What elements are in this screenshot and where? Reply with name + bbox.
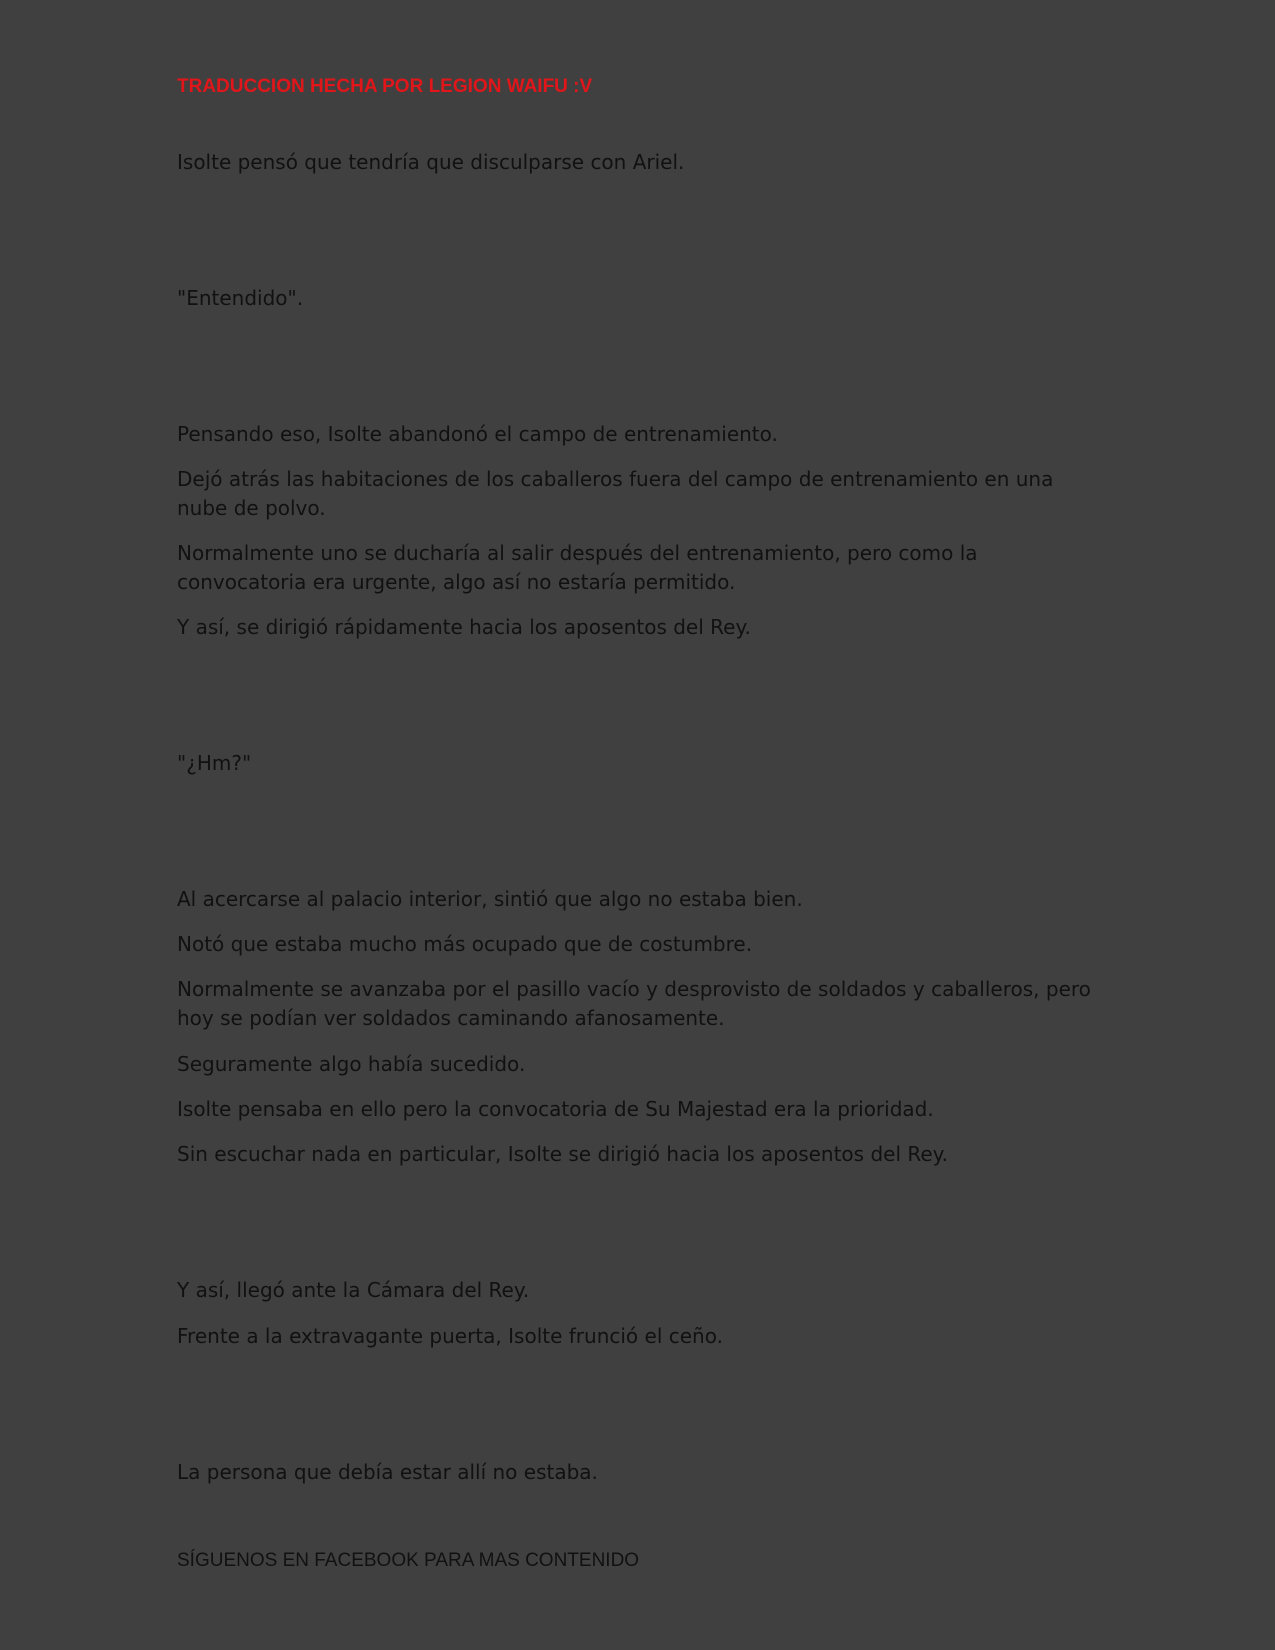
paragraph: Frente a la extravagante puerta, Isolte frunció el ceño.	[177, 1324, 723, 1348]
paragraph: Al acercarse al palacio interior, sintió que algo no estaba bien.	[177, 887, 803, 911]
paragraph: Notó que estaba mucho más ocupado que de costumbre.	[177, 932, 753, 956]
paragraph: Normalmente uno se ducharía al salir después del entrenamiento, pero como la convocatoria era urgente, algo así no estaría permitido.	[177, 541, 978, 594]
paragraph: Y así, llegó ante la Cámara del Rey.	[177, 1278, 530, 1302]
paragraph: Isolte pensó que tendría que disculparse con Ariel.	[177, 150, 685, 174]
paragraph: Seguramente algo había sucedido.	[177, 1052, 526, 1076]
paragraph: Isolte pensaba en ello pero la convocatoria de Su Majestad era la prioridad.	[177, 1097, 934, 1121]
paragraph: Pensando eso, Isolte abandonó el campo de entrenamiento.	[177, 422, 778, 446]
paragraph: "Entendido".	[177, 286, 304, 310]
paragraph: Sin escuchar nada en particular, Isolte se dirigió hacia los aposentos del Rey.	[177, 1142, 949, 1166]
paragraph: La persona que debía estar allí no estaba.	[177, 1460, 598, 1484]
paragraph: Dejó atrás las habitaciones de los caballeros fuera del campo de entrenamiento en una nube de polvo.	[177, 467, 1054, 520]
paragraph: Y así, se dirigió rápidamente hacia los aposentos del Rey.	[177, 615, 751, 639]
paragraph: Normalmente se avanzaba por el pasillo vacío y desprovisto de soldados y caballeros, pero hoy se podían ver soldados caminando afanosamente.	[177, 977, 1091, 1030]
paragraph: "¿Hm?"	[177, 751, 252, 775]
translator-header: TRADUCCION HECHA POR LEGION WAIFU :V	[177, 76, 593, 97]
facebook-footer: SÍGUENOS EN FACEBOOK PARA MAS CONTENIDO	[177, 1550, 640, 1571]
